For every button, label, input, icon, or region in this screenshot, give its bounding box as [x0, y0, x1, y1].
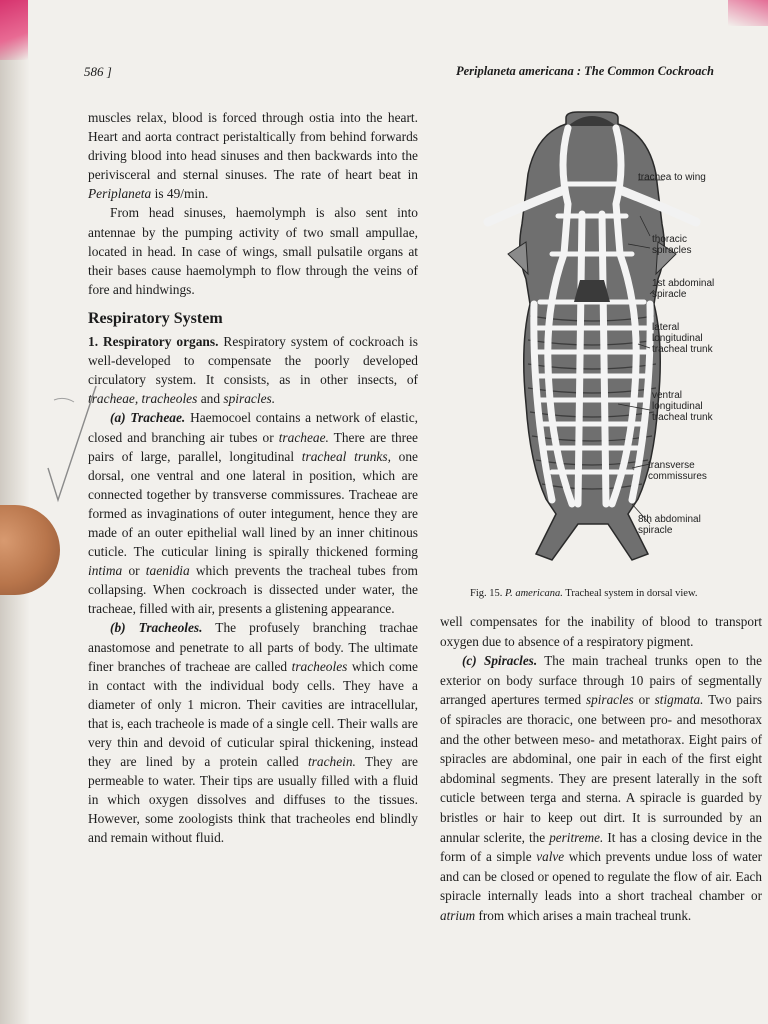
paragraph: 1. Respiratory organs. Respiratory system of cockroach is well-developed to compensate the poorly developed circulatory system. It consists, as in other insects, of tracheae, tracheoles and spiracles.: [88, 334, 418, 407]
label-ventral-trunk: ventral longitudinal tracheal trunk: [652, 390, 713, 423]
pencil-tick-mark: [44, 380, 104, 520]
label-eighth-abdominal-spiracle: 8th abdominal spiracle: [638, 514, 701, 536]
label-thoracic-spiracles: thoracic spiracles: [652, 234, 692, 256]
left-column: [88, 108, 418, 848]
paragraph: (b) Tracheoles. The profusely branching trachae anastomose and penetrate to all parts of body. The ultimate finer branches of tracheae are called tracheoles which come in contact with the individual body cells. They have a diameter of only 1 micron. Their cavities are intracellular, that is, each tracheole is made of a single cell. Their walls are very thin and devoid of cuticular spiral thickening, instead they are lined by a protein called trachein. They are permeable to water. Their tips are usually filled with a fluid in which oxygen dissolves and diffuses to the tissues. However, some zoologists think that tracheoles end blindly and remain without fluid.: [88, 620, 418, 846]
pink-tab-right: [728, 0, 768, 26]
paragraph: well compensates for the inability of blood to transport oxygen due to absence of a respiratory pigment.: [440, 614, 762, 649]
pink-tab-left: [0, 0, 28, 60]
label-lateral-trunk: lateral longitudinal tracheal trunk: [652, 322, 713, 355]
paragraph: muscles relax, blood is forced through ostia into the heart. Heart and aorta contract peristaltically from behind forwards driving blood into head sinuses and then backwards into the perivisceral and sternal sinuses. The rate of heart beat in Periplaneta is 49/min.: [88, 110, 418, 202]
figure-caption: Fig. 15. P. americana. Tracheal system in dorsal view.: [470, 588, 698, 599]
label-trachea-to-wing: trachea to wing: [638, 172, 706, 183]
right-column: [440, 612, 762, 926]
section-heading: Respiratory System: [88, 309, 223, 327]
page-number: 586 ]: [84, 64, 112, 79]
running-head: Periplaneta americana : The Common Cockroach: [456, 64, 714, 78]
paragraph: From head sinuses, haemolymph is also sent into antennae by the pumping activity of two small ampullae, located in head. In case of wings, small pulsatile organs at their bases cause haemolymph to flow through the veins of fore and hindwings.: [88, 205, 418, 297]
label-first-abdominal-spiracle: 1st abdominal spiracle: [652, 278, 715, 300]
dark-patch: [574, 280, 610, 302]
paragraph: (a) Tracheae. Haemocoel contains a network of elastic, closed and branching air tubes or tracheae. There are three pairs of large, parallel, longitudinal tracheal trunks, one dorsal, one ventral and one lateral in position, which are connected together by transverse commissures. Tracheae are formed as invaginations of outer integument, hence they are made of an outer epithelial wall lined by an inner chitinous cuticle. The cuticular lining is spirally thickened forming intima or taenidia which prevents the tracheal tubes from collapsing. When cockroach is dissected under water, the tracheae, filled with air, presents a glistening appearance.: [88, 410, 418, 617]
label-transverse-commissures: transverse commissures: [648, 460, 707, 482]
paragraph: (c) Spiracles. The main tracheal trunks open to the exterior on body surface through 10 pairs of segmentally arranged apertures termed spiracles or stigmata. Two pairs of spiracles are thoracic, one between pro- and mesothorax and the other between meso- and metathorax. Eight pairs of spiracles are abdominal, one pair in each of the first eight abdominal segments. They are present laterally in the soft cuticle between terga and sterna. A spiracle is guarded by bristles or hair to keep out dirt. It is surrounded by an annular sclerite, the peritreme. It has a closing device in the form of a simple valve which prevents undue loss of water and can be closed or opened to regulate the flow of air. Each spiracle internally leads into a short tracheal chamber or atrium from which arises a main tracheal trunk.: [440, 653, 763, 923]
